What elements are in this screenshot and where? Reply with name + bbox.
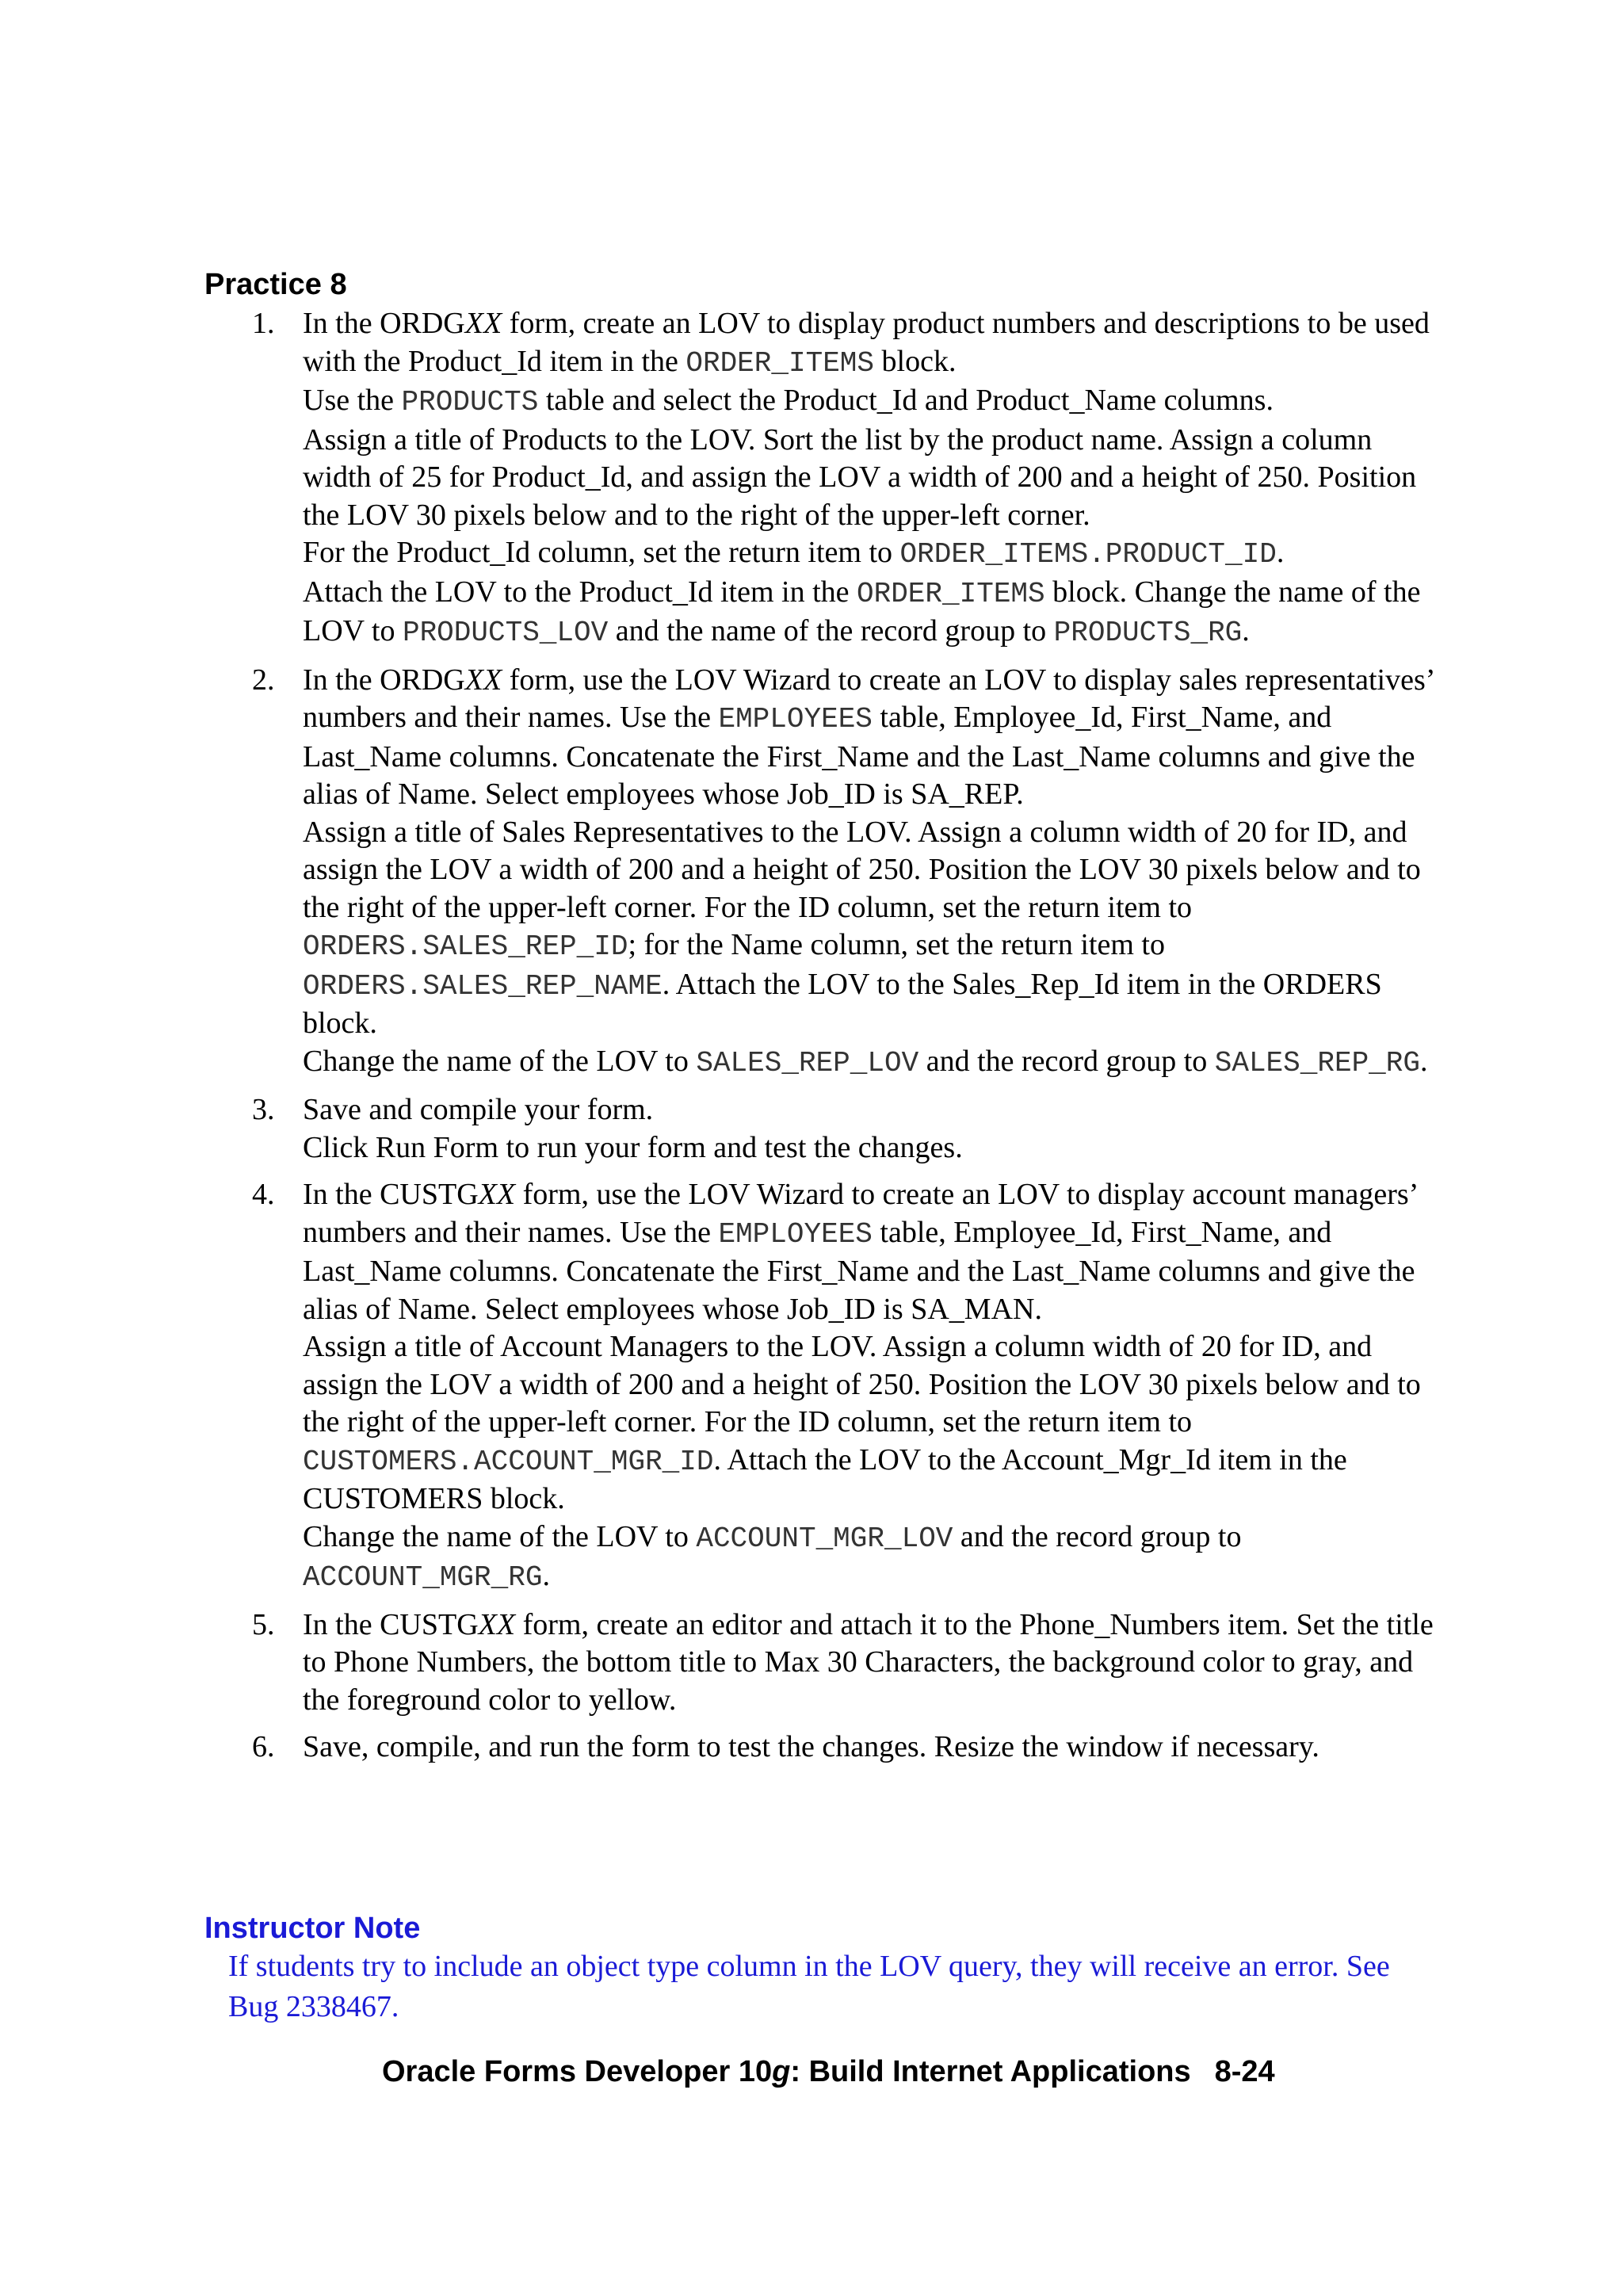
step-text: .	[542, 1559, 550, 1592]
list-item-number: 3.	[252, 1093, 275, 1126]
code-identifier: ORDER_ITEMS	[685, 346, 875, 380]
italic-text: XX	[478, 1607, 516, 1641]
step-text: For the Product_Id column, set the return item to	[303, 536, 900, 569]
code-identifier: SALES_REP_LOV	[696, 1046, 919, 1079]
page-footer	[382, 2055, 1275, 2089]
list-item	[252, 1176, 1436, 1597]
instructor-note-text: If students try to include an object type column in the LOV query, they will receive an error. See Bug 2338467.	[228, 1950, 1390, 2023]
step-text: form, create an LOV to display product numbers and descriptions to be used with the Product_Id item in the	[303, 307, 1430, 378]
step-text: Change the name of the LOV to	[303, 1044, 697, 1078]
code-identifier: EMPLOYEES	[718, 703, 873, 735]
footer-title-end: : Build Internet Applications	[790, 2055, 1191, 2088]
list-item	[252, 662, 1436, 1083]
instructor-note-heading: Instructor Note	[204, 1912, 421, 1945]
step-text: Change the name of the LOV to	[303, 1519, 697, 1553]
footer-title-start: Oracle Forms Developer 10	[382, 2055, 773, 2088]
footer-title-italic: g	[772, 2055, 791, 2088]
code-identifier: SALES_REP_RG	[1214, 1046, 1420, 1079]
step-text: In the ORDG	[303, 663, 465, 697]
step-text: block. Change the name of the LOV to	[303, 575, 1421, 648]
step-text: and the name of the record group to	[608, 614, 1054, 648]
list-item	[252, 1091, 1436, 1167]
code-identifier: EMPLOYEES	[718, 1217, 873, 1251]
step-text: In the CUSTG	[303, 1178, 479, 1211]
code-identifier: CUSTOMERS.ACCOUNT_MGR_ID	[303, 1445, 714, 1478]
code-identifier: ORDERS.SALES_REP_ID	[303, 930, 628, 963]
code-identifier: ACCOUNT_MGR_LOV	[696, 1522, 953, 1555]
step-text: .	[1276, 536, 1285, 569]
step-text: Save and compile your form.	[303, 1093, 654, 1126]
step-text: table, Employee_Id, First_Name, and Last_Name columns. Concatenate the First_Name and the Last_Name columns and give the alias of Name. Select employees whose Job_ID is SA_REP.	[303, 701, 1415, 811]
step-text: .	[1242, 614, 1250, 648]
code-identifier: PRODUCTS_LOV	[402, 617, 609, 649]
italic-text: XX	[464, 663, 502, 697]
step-text: .	[1420, 1044, 1428, 1078]
list-item	[252, 305, 1436, 652]
list-item	[252, 1729, 1436, 1767]
step-text: and the record group to	[953, 1519, 1242, 1553]
step-text: Assign a title of Sales Representatives to the LOV. Assign a column width of 20 for ID, and assign the LOV a width of 200 and a height of 250. Position the LOV 30 pixels below and to the right of the upper-left corner. For the ID column, set the return item to	[303, 815, 1421, 924]
practice-steps-list	[252, 305, 1436, 1776]
code-identifier: ACCOUNT_MGR_RG	[303, 1561, 543, 1594]
step-text: Click Run Form to run your form and test the changes.	[303, 1130, 963, 1164]
step-text: . Attach the LOV to the Account_Mgr_Id item in the CUSTOMERS block.	[303, 1442, 1347, 1515]
step-text: form, use the LOV Wizard to create an LOV to display account managers’ numbers and their names. Use the	[303, 1178, 1417, 1249]
step-text: block.	[874, 344, 957, 378]
step-text: Use the	[303, 384, 402, 417]
step-text: Save, compile, and run the form to test the changes. Resize the window if necessary.	[303, 1730, 1319, 1763]
italic-text: XX	[464, 307, 502, 340]
step-text: Attach the LOV to the Product_Id item in the	[303, 575, 857, 609]
list-item-number: 6.	[252, 1730, 275, 1763]
code-identifier: PRODUCTS	[401, 386, 539, 418]
code-identifier: ORDER_ITEMS.PRODUCT_ID	[899, 538, 1277, 571]
step-text: and the record group to	[918, 1044, 1215, 1078]
step-text: table and select the Product_Id and Product_Name columns.	[538, 384, 1274, 417]
step-text: table, Employee_Id, First_Name, and Last_Name columns. Concatenate the First_Name and the Last_Name columns and give the alias of Name. Select employees whose Job_ID is SA_MAN.	[303, 1215, 1415, 1326]
step-text: In the ORDG	[303, 307, 465, 340]
list-item-number: 2.	[252, 663, 275, 697]
step-text: In the CUSTG	[303, 1607, 479, 1641]
code-identifier: ORDERS.SALES_REP_NAME	[303, 969, 663, 1003]
step-text: ; for the Name column, set the return item to	[628, 928, 1165, 961]
step-text: form, use the LOV Wizard to create an LOV to display sales representatives’ numbers and their names. Use the	[303, 663, 1434, 734]
code-identifier: ORDER_ITEMS	[857, 577, 1045, 610]
list-item-number: 1.	[252, 307, 275, 340]
list-item-number: 5.	[252, 1607, 275, 1641]
practice-heading: Practice 8	[204, 268, 347, 301]
code-identifier: PRODUCTS_RG	[1053, 617, 1243, 649]
page-number: 8-24	[1214, 2055, 1275, 2088]
list-item-number: 4.	[252, 1178, 275, 1211]
step-text: Assign a title of Products to the LOV. Sort the list by the product name. Assign a column width of 25 for Product_Id, and assign the LOV a width of 200 and a height of 250. Position the LOV 30 pixels below and to the right of the upper-left corner.	[303, 422, 1417, 532]
step-text: . Attach the LOV to the Sales_Rep_Id item in the ORDERS block.	[303, 967, 1382, 1040]
italic-text: XX	[478, 1178, 516, 1211]
step-text: Assign a title of Account Managers to the LOV. Assign a column width of 20 for ID, and assign the LOV a width of 200 and a height of 250. Position the LOV 30 pixels below and to the right of the upper-left corner. For the ID column, set the return item to	[303, 1330, 1421, 1438]
step-text: form, create an editor and attach it to the Phone_Numbers item. Set the title to Phone Numbers, the bottom title to Max 30 Characters, the background color to gray, and the foreground color to yellow.	[303, 1607, 1434, 1717]
list-item	[252, 1606, 1436, 1720]
